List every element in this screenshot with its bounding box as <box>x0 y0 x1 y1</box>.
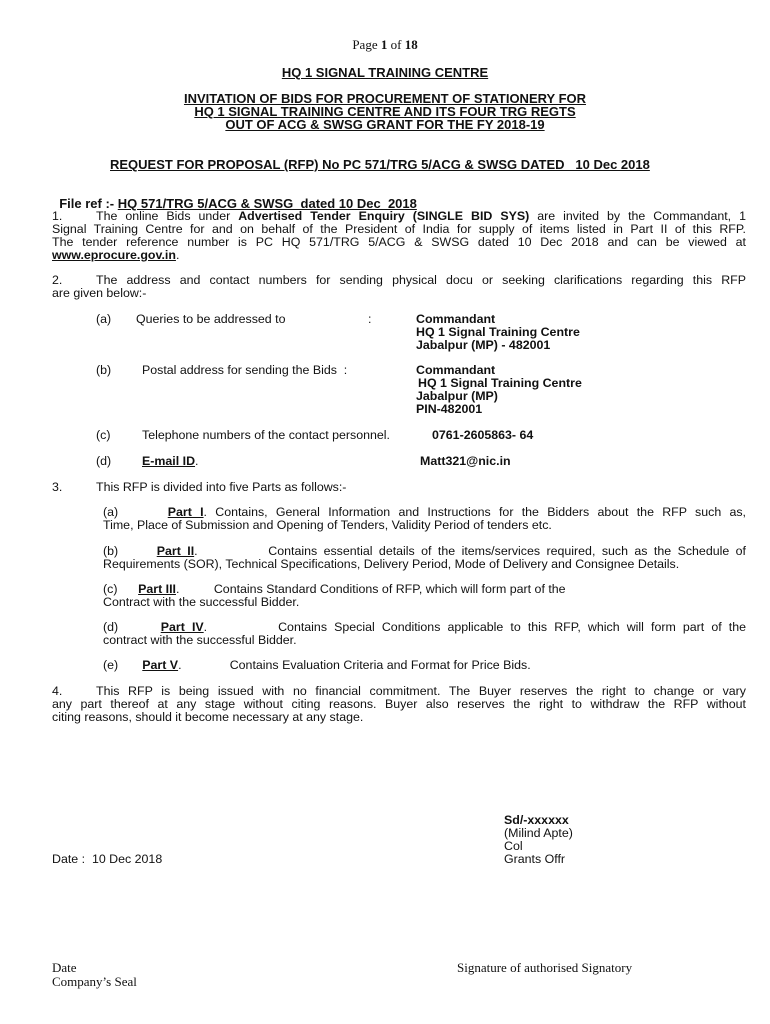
contact-phone: 0761-2605863- 64 <box>432 428 534 442</box>
part-2-desc: Contains essential details of the items/services required, such as the Schedule of <box>268 544 747 558</box>
para-1 <box>52 210 746 262</box>
para-2-line-2: are given below:- <box>52 286 147 300</box>
para-4-num: 4. <box>52 684 63 698</box>
contact-a-address <box>416 313 580 352</box>
contact-b-text: Postal address for sending the Bids : <box>142 363 348 377</box>
footer-seal: Company’s Seal <box>52 974 137 989</box>
part-3-line-1: (c) Part III. Contains Standard Conditions of RFP, which will form part of the <box>103 582 566 596</box>
para-1-num: 1. <box>52 209 63 223</box>
part-5-title: Part V <box>142 658 179 672</box>
contact-a-addr-3: Jabalpur (MP) - 482001 <box>416 338 551 352</box>
para-1-line-4 <box>52 249 746 262</box>
eprocure-link[interactable]: www.eprocure.gov.in <box>52 248 176 262</box>
contact-a-label: (a) <box>96 312 112 326</box>
contact-b-addr-2: HQ 1 Signal Training Centre <box>418 376 582 390</box>
contact-d-text <box>142 455 198 468</box>
para-4 <box>52 685 746 724</box>
part-2-item <box>103 545 746 571</box>
para-4-line-3: citing reasons, should it become necessary at any stage. <box>52 710 364 724</box>
contact-b-addr-1: Commandant <box>416 363 496 377</box>
part-4-title: Part IV <box>160 620 204 634</box>
part-2-label: (b) <box>103 544 119 558</box>
part-1-title: Part I <box>167 505 204 519</box>
para-1-line-2: Signal Training Centre for and on behalf of the President of India for supply of items listed in Part II of this RFP. <box>52 222 746 236</box>
part-2-line-1: (b) Part II. Contains essential details of the items/services required, such as the Schedule of <box>103 544 747 558</box>
footer-signature: Signature of authorised Signatory <box>457 960 633 975</box>
sig-rank: Col <box>504 839 523 853</box>
part-3-title: Part III <box>138 582 176 596</box>
page-number <box>0 37 770 53</box>
part-4-desc: Contains Special Conditions applicable to this RFP, which will form part of the <box>278 620 746 634</box>
contact-c-text: Telephone numbers of the contact personnel. <box>142 428 390 442</box>
part-5-line-1: (e) Part V. Contains Evaluation Criteria and Format for Price Bids. <box>103 658 531 672</box>
para-1-line-3: The tender reference number is PC HQ 571/TRG 5/ACG & SWSG dated 10 Dec 2018 and can be viewed at <box>52 235 746 249</box>
para-3-intro: This RFP is divided into five Parts as follows:- <box>96 480 347 494</box>
footer-date: Date <box>52 960 77 975</box>
contact-a-addr-1: Commandant <box>416 312 496 326</box>
part-1-line-2: Time, Place of Submission and Opening of Tenders, Validity Period of tenders etc. <box>103 518 552 532</box>
contact-b-address <box>416 364 582 416</box>
email-id-dot: . <box>195 454 199 468</box>
sig-name: (Milind Apte) <box>504 826 573 840</box>
part-3-desc: Contains Standard Conditions of RFP, which will form part of the <box>213 582 566 596</box>
para-1-end: . <box>175 248 180 262</box>
file-ref-label: File ref :- <box>59 196 115 211</box>
part-3-item <box>103 583 746 609</box>
title-line-1: INVITATION OF BIDS FOR PROCUREMENT OF STATIONERY FOR <box>183 91 587 106</box>
email-id-label: E-mail ID <box>142 454 196 468</box>
part-5-item <box>103 659 746 672</box>
page-current: 1 <box>380 37 388 52</box>
page-of: of <box>387 37 405 52</box>
para-2-num: 2. <box>52 273 63 287</box>
signature-block <box>504 814 573 866</box>
part-3-label: (c) <box>103 582 118 596</box>
part-1-desc: . Contains, General Information and Instructions for the Bidders about the RFP such as, <box>203 505 747 519</box>
page-prefix: Page <box>352 37 381 52</box>
contact-b-addr-3: Jabalpur (MP) <box>416 389 498 403</box>
part-4-label: (d) <box>103 620 119 634</box>
part-4-line-2: contract with the successful Bidder. <box>103 633 297 647</box>
file-ref <box>52 184 417 210</box>
para-1-pre: The online Bids under <box>96 209 239 223</box>
part-1-label: (a) <box>103 505 119 519</box>
part-1-item <box>103 506 746 532</box>
part-4-line-1: (d) Part IV. Contains Special Conditions applicable to this RFP, which will form part of the <box>103 620 746 634</box>
contact-b-addr-4: PIN-482001 <box>416 402 483 416</box>
title-line-2: HQ 1 SIGNAL TRAINING CENTRE AND ITS FOUR TRG REGTS <box>194 104 576 119</box>
para-1-post: are invited by the Commandant, 1 <box>529 209 746 223</box>
part-5-desc: Contains Evaluation Criteria and Format for Price Bids. <box>229 658 531 672</box>
contact-d-label: (d) <box>96 454 112 468</box>
file-ref-value: HQ 571/TRG 5/ACG & SWSG dated 10 Dec 2018 <box>117 196 417 211</box>
para-4-line-2: any part thereof at any stage without citing reasons. Buyer also reserves the right to withdraw the RFP without <box>52 697 746 711</box>
contact-a-colon: : <box>368 312 372 326</box>
org-heading: HQ 1 SIGNAL TRAINING CENTRE <box>281 65 489 80</box>
title-line-3: OUT OF ACG & SWSG GRANT FOR THE FY 2018-19 <box>225 117 545 132</box>
tender-type: Advertised Tender Enquiry (SINGLE BID SYS) <box>238 209 530 223</box>
contact-email[interactable]: Matt321@nic.in <box>420 454 511 468</box>
part-5-label: (e) <box>103 658 119 672</box>
para-2 <box>52 274 746 300</box>
contact-a-addr-2: HQ 1 Signal Training Centre <box>416 325 580 339</box>
part-3-line-2: Contract with the successful Bidder. <box>103 595 300 609</box>
rfp-number: REQUEST FOR PROPOSAL (RFP) No PC 571/TRG 5/ACG & SWSG DATED 10 Dec 2018 <box>110 157 650 172</box>
part-4-item <box>103 621 746 647</box>
part-2-title: Part II <box>156 544 195 558</box>
sig-sd: Sd/-xxxxxx <box>504 813 569 827</box>
contact-a-text: Queries to be addressed to <box>136 312 286 326</box>
para-4-line-1: This RFP is being issued with no financial commitment. The Buyer reserves the right to change or vary <box>96 684 746 698</box>
part-2-line-2: Requirements (SOR), Technical Specifications, Delivery Period, Mode of Delivery and Consignee Details. <box>103 557 680 571</box>
contact-b-label: (b) <box>96 363 112 377</box>
contact-c-label: (c) <box>96 428 111 442</box>
para-2-line-1: The address and contact numbers for sending physical docu or seeking clarifications regarding this RFP <box>96 273 746 287</box>
issue-date: Date : 10 Dec 2018 <box>52 852 163 866</box>
sig-appointment: Grants Offr <box>504 852 566 866</box>
page-total: 18 <box>404 37 418 52</box>
para-3-num: 3. <box>52 480 63 494</box>
